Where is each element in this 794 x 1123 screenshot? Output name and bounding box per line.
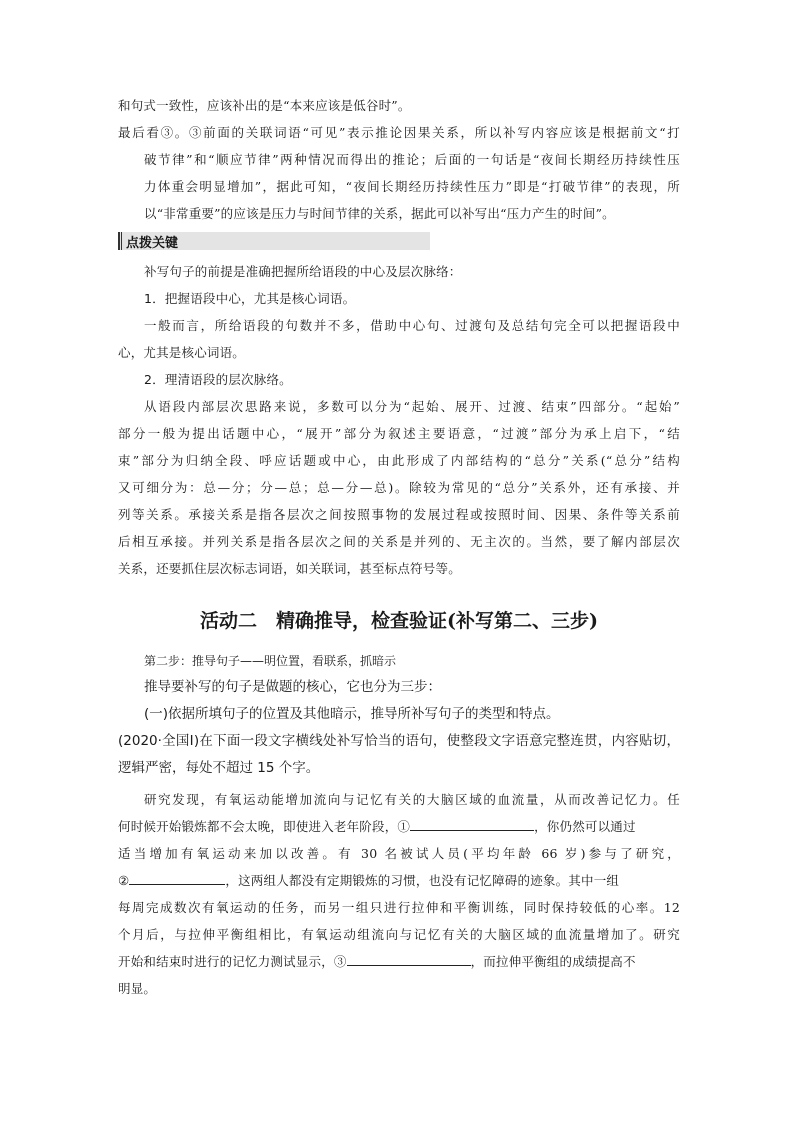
hint-item-heading: 1．把握语段中心，尤其是核心词语。 — [144, 291, 356, 306]
passage-text: ，这两组人都没有定期锻炼的习惯，也没有记忆障碍的迹象。其中一组 — [225, 873, 620, 888]
intro-line: 力体重会明显增加”，据此可知，“夜间长期经历持续性压力”即是“打破节律”的表现，所 — [144, 179, 680, 194]
hint-paragraph: 后相互承接。并列关系是指各层次之间的关系是并列的、无主次的。当然，要了解内部层次 — [118, 534, 680, 549]
hint-paragraph: 列等关系。承接关系是指各层次之间按照事物的发展过程或按照时间、因果、条件等关系前 — [118, 507, 680, 522]
answer-blank-3[interactable] — [347, 951, 471, 966]
answer-blank-2[interactable] — [129, 870, 225, 885]
hint-paragraph: 补写句子的前提是准确把握所给语段的中心及层次脉络： — [144, 264, 462, 279]
intro-line: 和句式一致性，应该补出的是“本来应该是低谷时”。 — [118, 98, 411, 113]
passage-text: ，而拉伸平衡组的成绩提高不 — [470, 954, 636, 969]
document-page — [118, 92, 680, 1002]
section-title: 活动二 精确推导，检查验证(补写第二、三步) — [200, 610, 598, 632]
passage-line — [118, 867, 680, 894]
passage-line: 每周完成数次有氧运动的任务，而另一组只进行拉伸和平衡训练，同时保持较低的心率。12 — [118, 900, 680, 915]
passage-text: 开始和结束时进行的记忆力测试显示，③ — [118, 954, 347, 969]
hint-paragraph: 心，尤其是核心词语。 — [118, 345, 246, 360]
passage-line: 研究发现，有氧运动能增加流向与记忆有关的大脑区域的血流量，从而改善记忆力。任 — [144, 792, 680, 807]
hint-title: 点拨关键 — [126, 235, 179, 251]
passage-text: 何时候开始锻炼都不会太晚，即使进入老年阶段，① — [118, 819, 411, 834]
intro-line: 最后看③。③前面的关联词语“可见”表示推论因果关系，所以补写内容应该是根据前文“打 — [118, 125, 680, 140]
hint-banner — [118, 232, 430, 250]
hint-paragraph: 一般而言，所给语段的句数并不多，借助中心句、过渡句及总结句完全可以把握语段中 — [144, 318, 680, 333]
question-line: 逻辑严密，每处不超过 15 个字。 — [118, 760, 320, 776]
intro-line: 破节律”和“顺应节律”两种情况而得出的推论；后面的一句话是“夜间长期经历持续性压 — [144, 152, 680, 167]
hint-paragraph: 部分一般为提出话题中心，“展开”部分为叙述主要语意，“过渡”部分为承上启下，“结 — [118, 426, 680, 441]
hint-item-heading: 2．理清语段的层次脉络。 — [144, 372, 292, 387]
answer-blank-1[interactable] — [410, 816, 534, 831]
hint-paragraph: 束”部分为归纳全段、呼应话题或中心，由此形成了内部结构的“总分”关系(“总分”结构 — [118, 453, 680, 468]
passage-text: ，你仍然可以通过 — [534, 819, 636, 834]
passage-line: 适当增加有氧运动来加以改善。有 30 名被试人员(平均年龄 66 岁)参与了研究， — [118, 846, 680, 861]
lead-text: 推导要补写的句子是做题的核心，它也分为三步： — [144, 679, 441, 695]
passage-line: 明显。 — [118, 981, 157, 996]
passage-line — [118, 948, 680, 975]
bracket-icon — [118, 232, 122, 250]
passage-text: ② — [118, 873, 130, 888]
passage-line — [118, 813, 680, 840]
hint-paragraph: 关系，还要抓住层次标志词语，如关联词，甚至标点符号等。 — [118, 561, 461, 576]
sub-heading: (一)依据所填句子的位置及其他暗示，推导所补写句子的类型和特点。 — [144, 706, 560, 722]
hint-paragraph: 又可细分为：总—分；分—总；总—分—总)。除较为常见的“总分”关系外，还有承接、并 — [118, 480, 680, 495]
intro-line: 以“非常重要”的应该是压力与时间节律的关系，据此可以补写出“压力产生的时间”。 — [144, 206, 615, 221]
question-line: (2020·全国Ⅰ)在下面一段文字横线处补写恰当的语句，使整段文字语意完整连贯，内容贴切， — [118, 733, 680, 749]
passage-line: 个月后，与拉伸平衡组相比，有氧运动组流向与记忆有关的大脑区域的血流量增加了。研究 — [118, 927, 680, 942]
step-heading: 第二步：推导句子——明位置，看联系，抓暗示 — [144, 654, 397, 668]
hint-paragraph: 从语段内部层次思路来说，多数可以分为“起始、展开、过渡、结束”四部分。“起始” — [144, 399, 680, 414]
